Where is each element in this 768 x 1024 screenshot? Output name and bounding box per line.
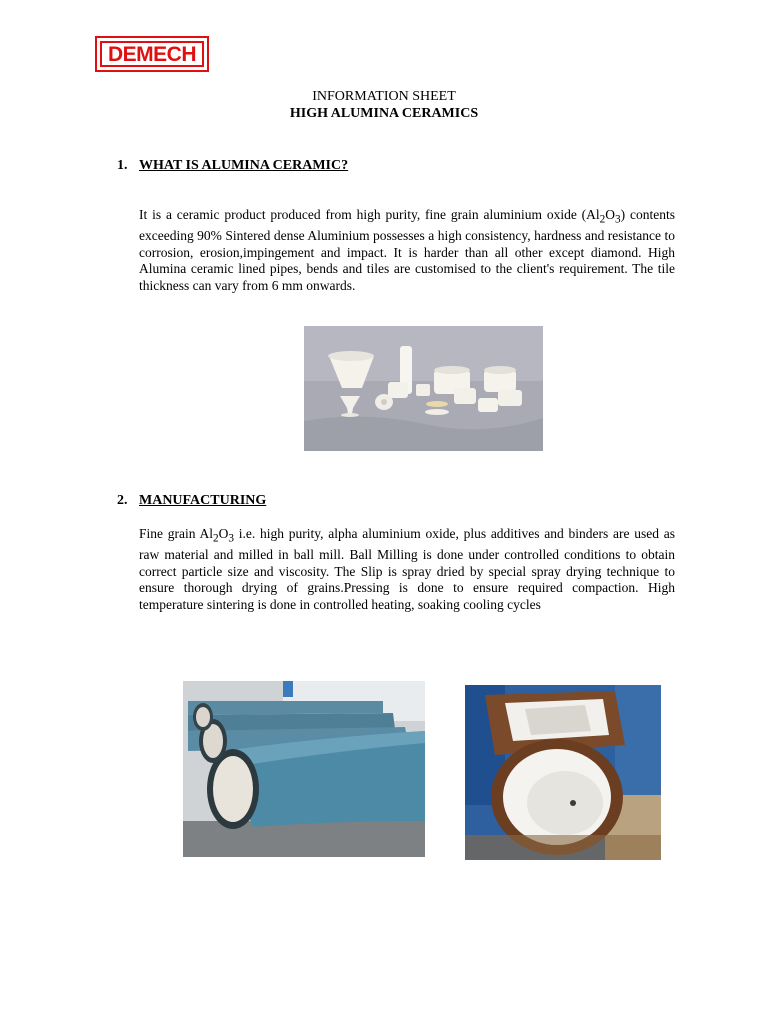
section-1-title: WHAT IS ALUMINA CERAMIC?	[139, 158, 349, 173]
section-2-paragraph: Fine grain $Al_2O_3$ i.e. high purity, alpha aluminium oxide, plus additives and binders are used as raw material and milled in ball mill. Ball Milling is done under controlled conditions to obtain correct particle size and viscosity. The Slip is spray dried by special spray drying technique to ensure thorough drying of grains.Pressing is done to ensure required compaction. High temperature sintering is done in controlled heating, soaking cooling cycles	[139, 526, 675, 613]
subscript: 3	[615, 213, 621, 226]
section-1-paragraph: It is a ceramic product produced from high purity, fine grain aluminium oxide $(Al_2O_3)$ contents exceeding 90% Sintered dense Aluminium possesses a high consistency, hardness and resistance to corrosion, erosion,impingement and impact. It is harder than all other except diamond. High Alumina ceramic lined pipes, bends and tiles are customised to the client's requirement. The tile thickness can vary from 6 mm onwards.	[139, 207, 675, 294]
ceramic-products-photo	[304, 326, 543, 451]
lined-pipe-bends-photo	[183, 681, 425, 857]
section-2-heading	[117, 492, 266, 509]
subscript: 2	[599, 213, 606, 226]
demech-logo	[95, 36, 209, 72]
sheet-label: INFORMATION SHEET	[312, 89, 456, 104]
lined-hopper-photo	[465, 685, 661, 860]
logo-text: DEMECH	[100, 41, 204, 67]
subscript: 3	[228, 532, 234, 545]
section-2-number: 2.	[117, 493, 128, 508]
section-2-title: MANUFACTURING	[139, 493, 267, 508]
section-1-number: 1.	[117, 158, 128, 173]
subscript: 2	[213, 532, 219, 545]
document-title: HIGH ALUMINA CERAMICS	[289, 106, 479, 121]
section-1-heading	[117, 157, 348, 174]
